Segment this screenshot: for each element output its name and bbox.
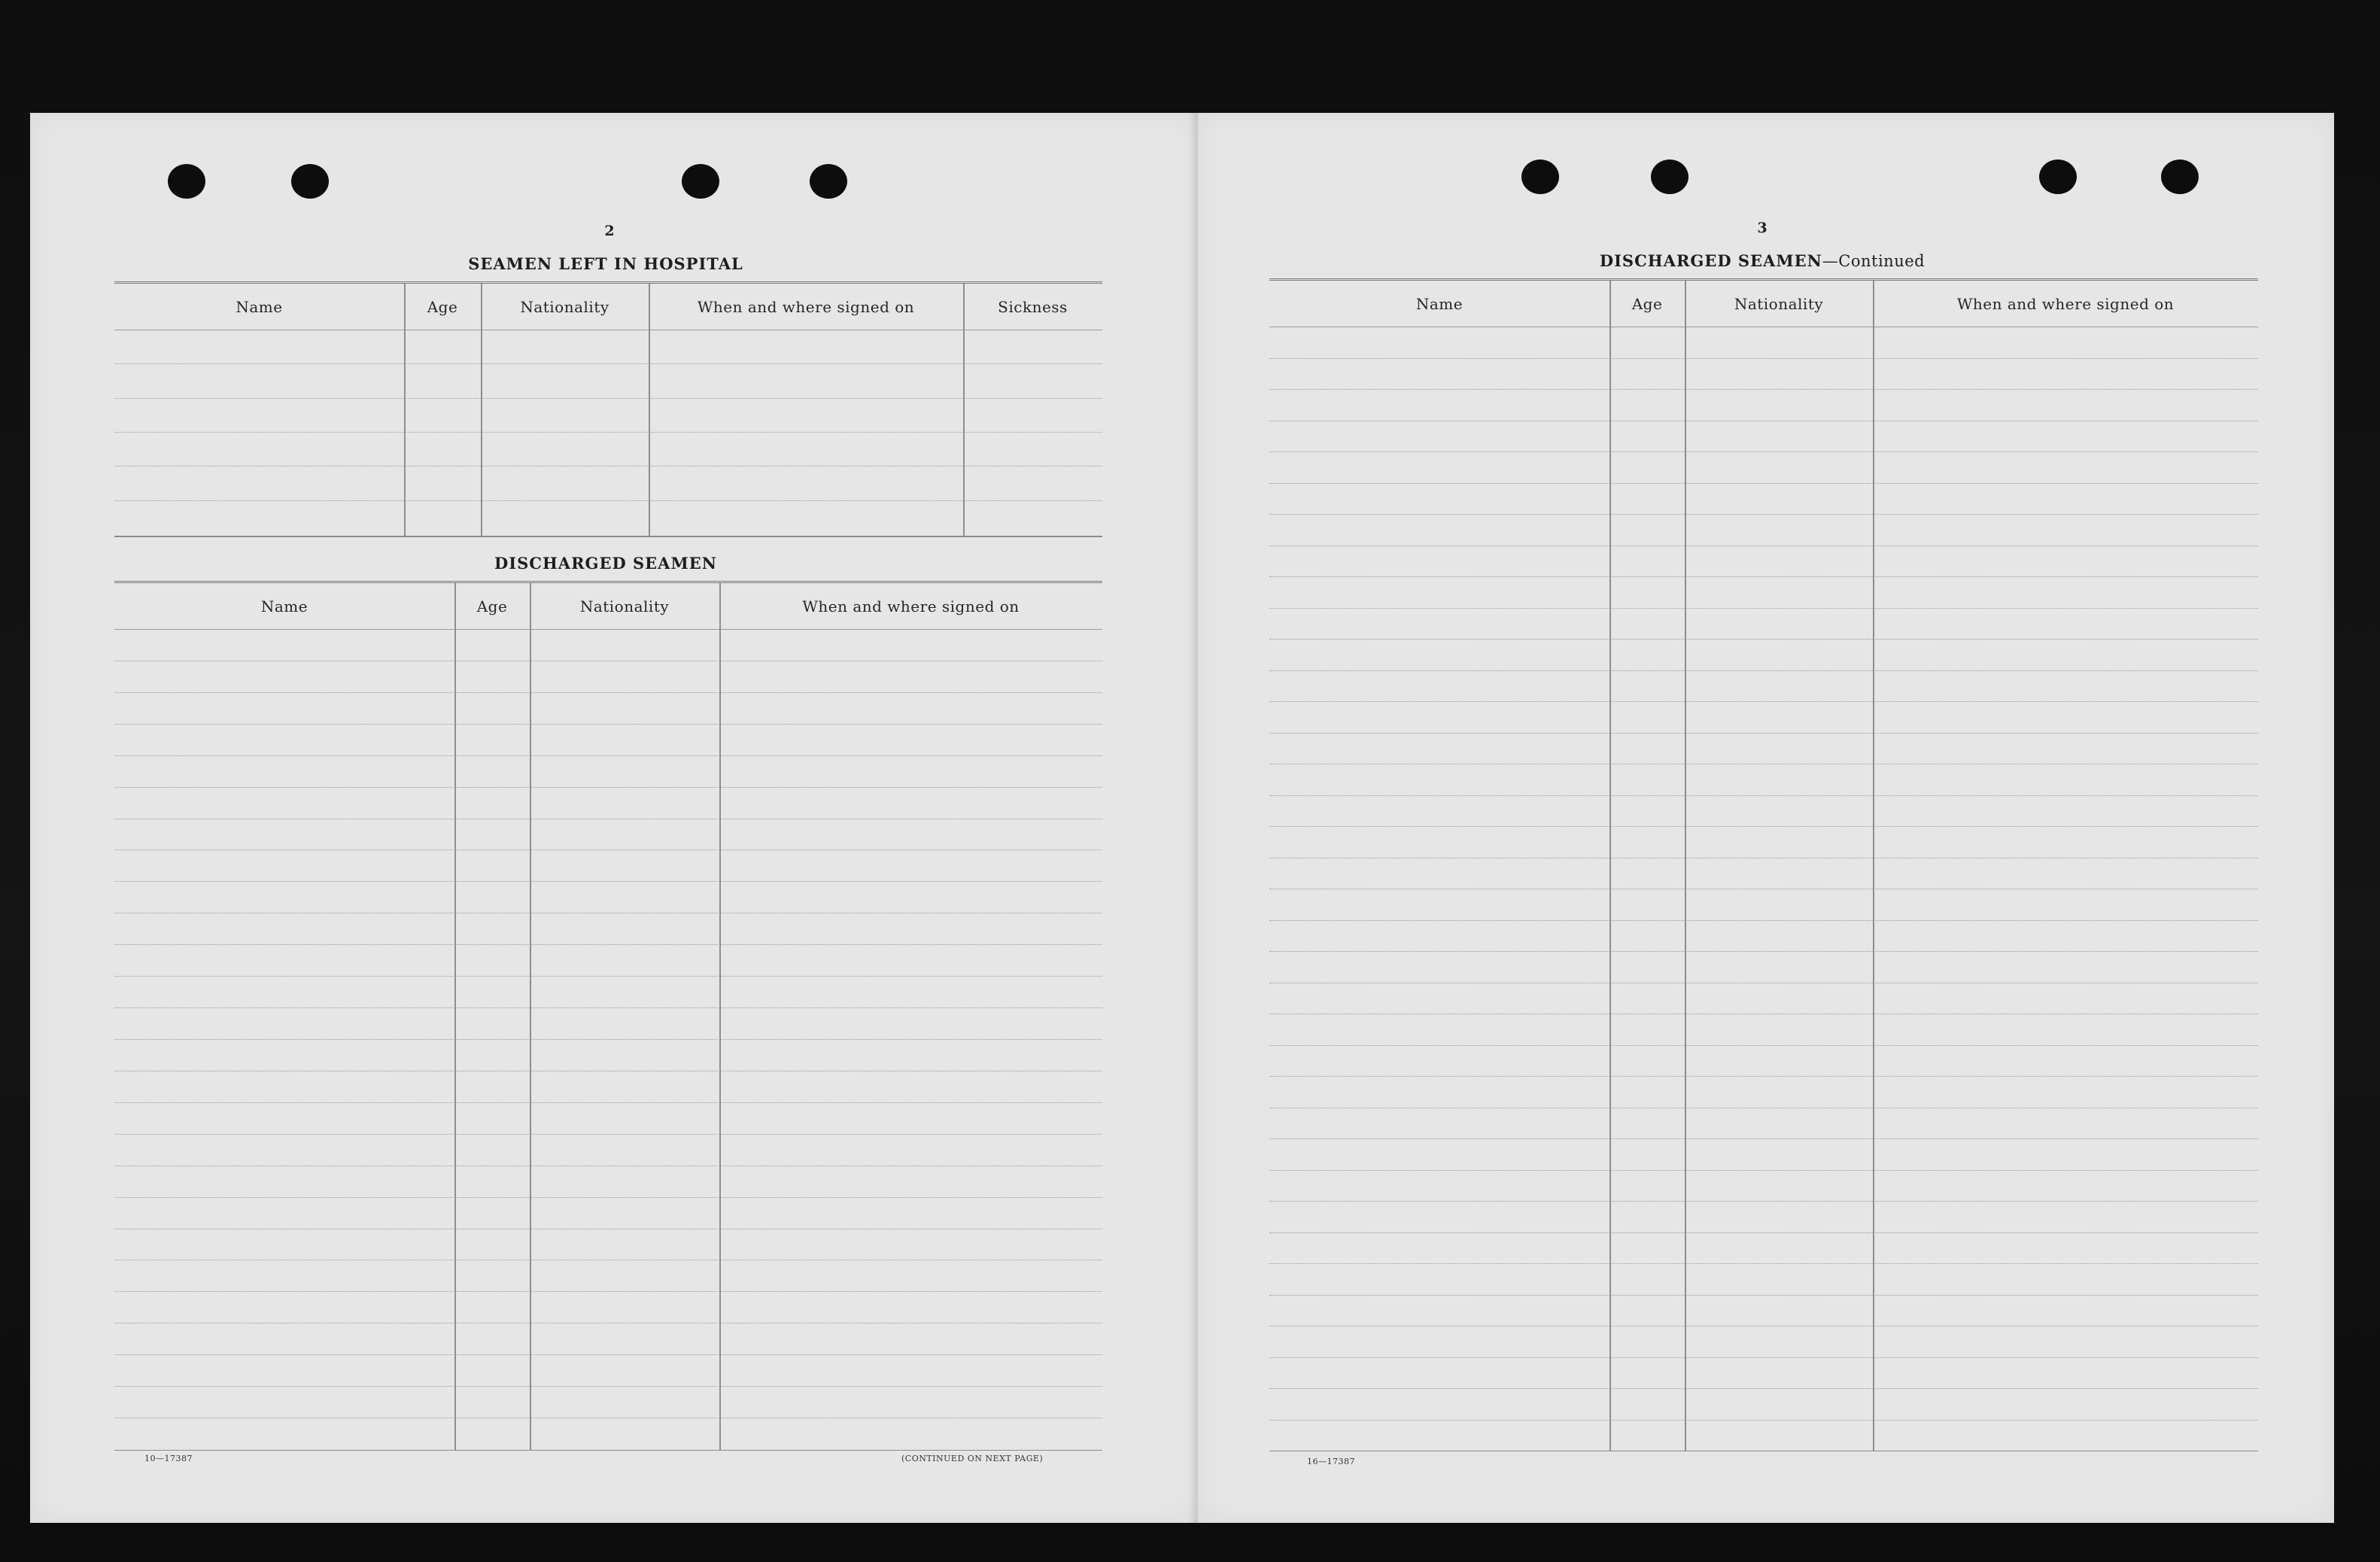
- column-header-nationality: Nationality: [1734, 295, 1824, 313]
- blank-row-line: [114, 1102, 1102, 1103]
- discharged-table: [114, 581, 1102, 1451]
- blank-row-line: [114, 849, 1102, 850]
- blank-row-line: [1269, 795, 2258, 796]
- blank-row-line: [1269, 1013, 2258, 1014]
- blank-row-line: [1269, 1138, 2258, 1139]
- column-header-age: Age: [476, 597, 508, 615]
- left-page: [30, 113, 1198, 1523]
- blank-row-line: [114, 692, 1102, 693]
- blank-row-line: [1269, 1420, 2258, 1421]
- blank-row-line: [114, 1039, 1102, 1040]
- page-number: 3: [1757, 220, 1768, 236]
- blank-row-line: [114, 724, 1102, 725]
- blank-row-line: [1269, 483, 2258, 484]
- blank-row-line: [114, 881, 1102, 882]
- blank-row-line: [1269, 639, 2258, 640]
- column-header-age: Age: [427, 298, 458, 316]
- column-header-sickness: Sickness: [998, 298, 1068, 316]
- punch-hole: [810, 164, 847, 199]
- table-top-rule: [1269, 278, 2258, 283]
- table-top-rule: [114, 581, 1102, 585]
- blank-row-line: [1269, 733, 2258, 734]
- blank-row-line: [114, 755, 1102, 756]
- column-header-signed-on: When and where signed on: [697, 298, 915, 316]
- column-header-age: Age: [1631, 295, 1663, 313]
- blank-row-line: [1269, 826, 2258, 827]
- blank-row-line: [1269, 1045, 2258, 1046]
- table-bottom-rule: [114, 536, 1102, 537]
- blank-row-line: [1269, 576, 2258, 577]
- blank-row-line: [114, 976, 1102, 977]
- hospital-rows: [114, 330, 1102, 534]
- punch-hole: [1651, 160, 1688, 194]
- blank-row-line: [114, 1165, 1102, 1166]
- blank-row-line: [1269, 1076, 2258, 1077]
- blank-row-line: [1269, 670, 2258, 671]
- blank-row-line: [1269, 1388, 2258, 1389]
- punch-hole: [168, 164, 205, 199]
- blank-row-line: [1269, 1295, 2258, 1296]
- blank-row-line: [114, 398, 1102, 399]
- blank-row-line: [1269, 1201, 2258, 1202]
- blank-row-line: [114, 787, 1102, 788]
- column-header-name: Name: [260, 597, 309, 615]
- table-top-rule: [114, 281, 1102, 286]
- blank-row-line: [114, 1386, 1102, 1387]
- blank-row-line: [1269, 701, 2258, 702]
- discharged-continued-title: [1269, 251, 2255, 270]
- blank-row-line: [114, 1197, 1102, 1198]
- blank-row-line: [114, 944, 1102, 945]
- page-number: 2: [604, 223, 615, 239]
- blank-row-line: [1269, 358, 2258, 359]
- discharged-continued-table: [1269, 278, 2258, 1452]
- punch-hole: [2161, 160, 2199, 194]
- blank-row-line: [114, 500, 1102, 501]
- section-title-suffix: —Continued: [1822, 252, 1926, 270]
- form-code: 10—17387: [144, 1454, 193, 1463]
- discharged-section-title: DISCHARGED SEAMEN: [494, 554, 717, 573]
- column-header-name: Name: [1415, 295, 1464, 313]
- discharged-rows: [114, 629, 1102, 1449]
- blank-row-line: [1269, 1232, 2258, 1233]
- form-code: 16—17387: [1307, 1457, 1355, 1466]
- blank-row-line: [114, 432, 1102, 433]
- blank-row-line: [1269, 920, 2258, 921]
- punch-hole: [1521, 160, 1559, 194]
- column-header-signed-on: When and where signed on: [1956, 295, 2175, 313]
- blank-row-line: [1269, 608, 2258, 609]
- column-header-name: Name: [236, 298, 283, 316]
- column-header-signed-on: When and where signed on: [802, 597, 1020, 615]
- blank-row-line: [1269, 545, 2258, 546]
- blank-row-line: [114, 1134, 1102, 1135]
- punch-hole: [2039, 160, 2077, 194]
- blank-row-line: [1269, 389, 2258, 390]
- punch-hole: [682, 164, 719, 199]
- punch-hole: [291, 164, 329, 199]
- blank-row-line: [1269, 1170, 2258, 1171]
- discharged-rows: [1269, 327, 2258, 1451]
- blank-row-line: [114, 1354, 1102, 1355]
- continued-note: (CONTINUED ON NEXT PAGE): [901, 1454, 1044, 1463]
- section-title-text: DISCHARGED SEAMEN: [1599, 251, 1822, 270]
- hospital-section-title: SEAMEN LEFT IN HOSPITAL: [468, 254, 743, 273]
- right-page: [1198, 113, 2334, 1523]
- blank-row-line: [114, 1291, 1102, 1292]
- column-header-nationality: Nationality: [520, 298, 609, 316]
- column-header-nationality: Nationality: [579, 597, 670, 615]
- blank-row-line: [1269, 1357, 2258, 1358]
- blank-row-line: [1269, 1263, 2258, 1264]
- blank-row-line: [1269, 951, 2258, 952]
- blank-row-line: [1269, 451, 2258, 452]
- blank-row-line: [114, 363, 1102, 364]
- table-bottom-rule: [114, 1450, 1102, 1451]
- blank-row-line: [1269, 514, 2258, 515]
- blank-row-line: [114, 1007, 1102, 1008]
- hospital-table: [114, 281, 1102, 537]
